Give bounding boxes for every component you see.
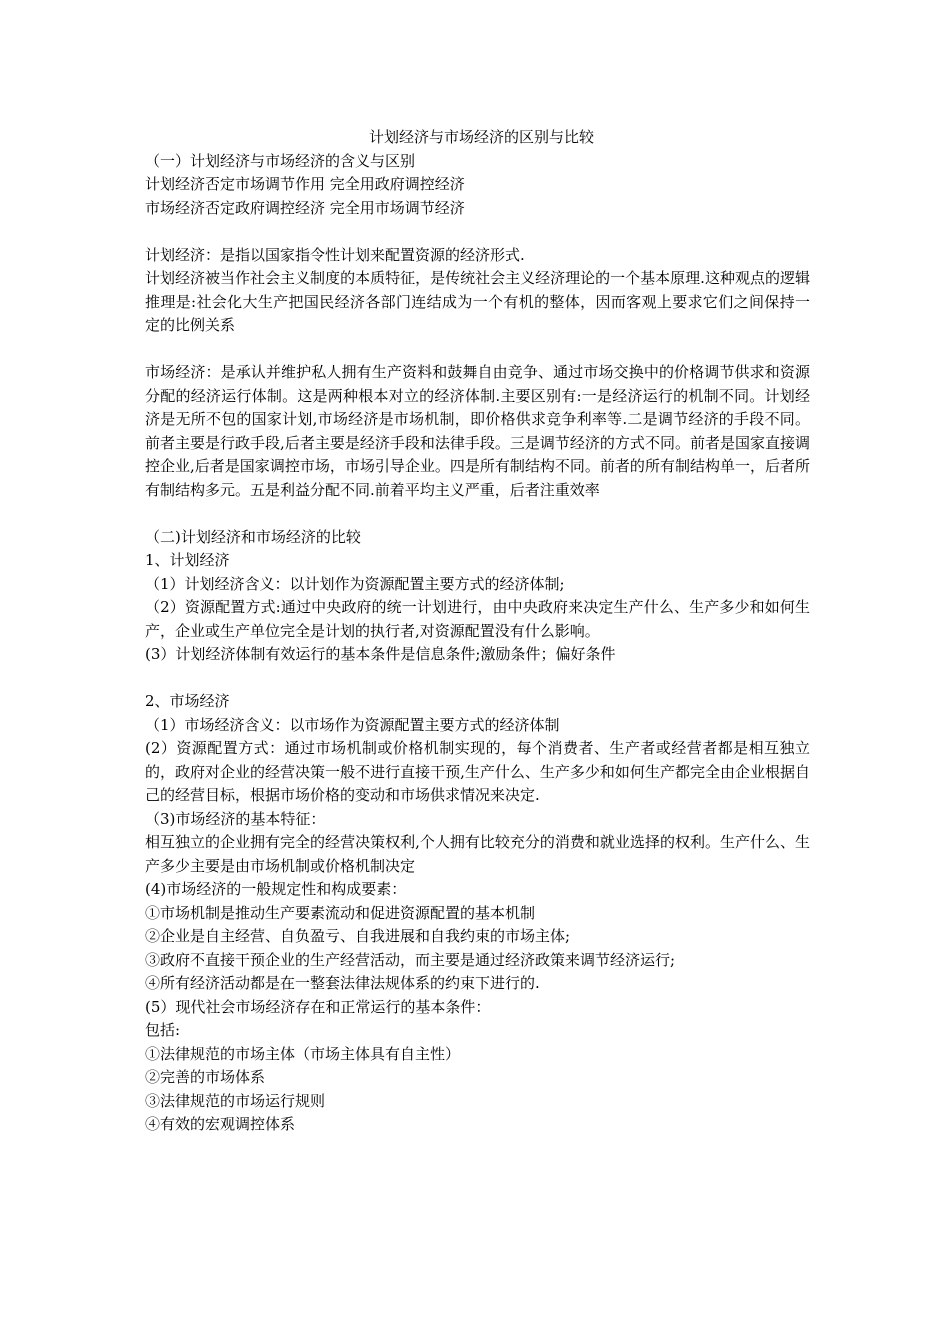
market-item-3-text: 相互独立的企业拥有完全的经营决策权利,个人拥有比较充分的消费和就业选择的权利。生产什么、生产多少主要是由市场机制或价格机制决定 <box>145 833 810 875</box>
section1-line2: 市场经济否定政府调控经济 完全用市场调节经济 <box>145 198 465 217</box>
market-economy-paragraph: 市场经济：是承认并维护私人拥有生产资料和鼓舞自由竞争、通过市场交换中的价格调节供求和资源分配的经济运行体制。这是两种根本对立的经济体制.主要区别有:一是经济运行的机制不同。计划经济是无所不包的国家计划,市场经济是市场机制，即价格供求竞争利率等.二是调节经济的手段不同。前者主要是行政手段,后者主要是经济手段和法律手段。三是调节经济的方式不同。前者是国家直接调控企业,后者是国家调控市场，市场引导企业。四是所有制结构不同。前者的所有制结构单一，后者所有制结构多元。五是利益分配不同.前着平均主义严重，后者注重效率 <box>145 363 810 499</box>
market-item-1: （1）市场经济含义：以市场作为资源配置主要方式的经济体制 <box>145 715 560 734</box>
market-item-4-point-1: ①市场机制是推动生产要素流动和促进资源配置的基本机制 <box>145 903 536 922</box>
planned-heading: 1、计划经济 <box>145 551 230 569</box>
blank-line <box>145 502 810 526</box>
blank-line <box>145 220 810 244</box>
planned-item-2: （2）资源配置方式:通过中央政府的统一计划进行，由中央政府来决定生产什么、生产多少和如何生产，企业或生产单位完全是计划的执行者,对资源配置没有什么影响。 <box>145 598 810 640</box>
market-item-5-intro: 包括: <box>145 1021 181 1039</box>
planned-item-1: （1）计划经济含义：以计划作为资源配置主要方式的经济体制; <box>145 574 565 593</box>
planned-economy-definition: 计划经济：是指以国家指令性计划来配置资源的经济形式. <box>145 245 525 264</box>
section2-heading: （二)计划经济和市场经济的比较 <box>145 527 361 546</box>
section1-heading: （一）计划经济与市场经济的含义与区别 <box>145 151 416 170</box>
market-heading: 2、市场经济 <box>145 692 230 710</box>
blank-line <box>145 338 810 362</box>
planned-item-3: (3）计划经济体制有效运行的基本条件是信息条件;激励条件；偏好条件 <box>145 645 616 663</box>
document-title: 计划经济与市场经济的区别与比较 <box>368 128 594 146</box>
market-item-5-point-3: ③法律规范的市场运行规则 <box>145 1091 326 1110</box>
document-body <box>145 126 810 1137</box>
market-item-5-point-2: ②完善的市场体系 <box>145 1068 266 1086</box>
market-item-4-point-4: ④所有经济活动都是在一整套法律法规体系的约束下进行的. <box>145 974 540 992</box>
section1-line1: 计划经济否定市场调节作用 完全用政府调控经济 <box>145 175 465 193</box>
market-item-3-heading: （3)市场经济的基本特征： <box>145 809 326 828</box>
market-item-2: (2）资源配置方式：通过市场机制或价格机制实现的，每个消费者、生产者或经营者都是相互独立的，政府对企业的经营决策一般不进行直接干预,生产什么、生产多少和如何生产都完全由企业根据自己的经营目标，根据市场价格的变动和市场供求情况来决定. <box>145 739 810 804</box>
market-item-5-point-1: ①法律规范的市场主体（市场主体具有自主性） <box>145 1044 461 1063</box>
planned-economy-paragraph: 计划经济被当作社会主义制度的本质特征，是传统社会主义经济理论的一个基本原理.这种观点的逻辑推理是:社会化大生产把国民经济各部门连结成为一个有机的整体，因而客观上要求它们之间保持一定的比例关系 <box>145 269 810 334</box>
market-item-4-point-3: ③政府不直接干预企业的生产经营活动，而主要是通过经济政策来调节经济运行; <box>145 950 676 969</box>
market-item-5-heading: (5）现代社会市场经济存在和正常运行的基本条件： <box>145 997 491 1016</box>
blank-line <box>145 667 810 691</box>
market-item-4-heading: (4)市场经济的一般规定性和构成要素： <box>145 880 407 898</box>
market-item-4-point-2: ②企业是自主经营、自负盈亏、自我进展和自我约束的市场主体; <box>145 927 571 945</box>
market-item-5-point-4: ④有效的宏观调控体系 <box>145 1115 296 1133</box>
